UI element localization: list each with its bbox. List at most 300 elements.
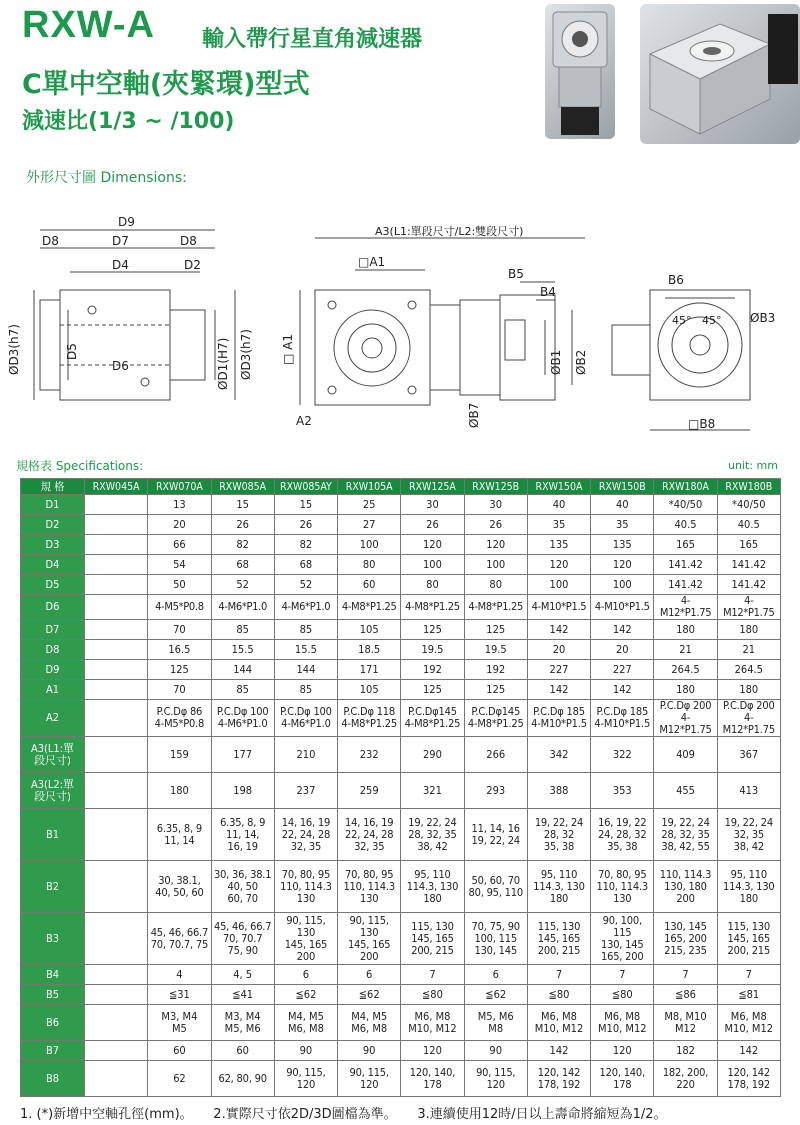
spec-cell: 4-M12*P1.75 (654, 595, 717, 620)
label-angle-2: 45° (702, 314, 722, 327)
spec-row (21, 595, 781, 620)
spec-cell (85, 985, 148, 1005)
spec-cell: 95, 110 114.3, 130 180 (717, 861, 780, 913)
row-label: D2 (21, 515, 85, 535)
spec-cell: P.C.Dφ 100 4-M6*P1.0 (211, 700, 274, 737)
spec-cell: 90, 115, 130 145, 165 200 (274, 913, 337, 965)
spec-cell: 85 (274, 620, 337, 640)
spec-cell: 125 (464, 680, 527, 700)
spec-cell: 18.5 (338, 640, 401, 660)
label-b3: ØB3 (750, 311, 776, 325)
spec-cell: 40 (527, 495, 590, 515)
spec-cell: 13 (148, 495, 211, 515)
product-photo-small (545, 4, 615, 139)
spec-cell: 6.35, 8, 9 11, 14, 16, 19 (211, 809, 274, 861)
spec-cell: 52 (274, 575, 337, 595)
label-b8: □B8 (688, 417, 716, 431)
spec-cell: M3, M4 M5 (148, 1005, 211, 1041)
spec-cell: 15 (211, 495, 274, 515)
spec-cell: 19.5 (401, 640, 464, 660)
spec-cell: 27 (338, 515, 401, 535)
spec-cell: 19, 22, 24 28, 32, 35 38, 42 (401, 809, 464, 861)
spec-cell: 40.5 (654, 515, 717, 535)
spec-cell: 19, 22, 24 28, 32 35, 38 (527, 809, 590, 861)
label-b6: B6 (668, 273, 684, 287)
spec-cell: 7 (717, 965, 780, 985)
spec-cell: P.C.Dφ 200 4-M12*P1.75 (654, 700, 717, 737)
spec-cell: 70 (148, 680, 211, 700)
spec-cell: 35 (527, 515, 590, 535)
spec-row (21, 965, 781, 985)
row-label: B5 (21, 985, 85, 1005)
spec-cell: 90, 100, 115 130, 145 165, 200 (591, 913, 654, 965)
spec-cell: 6 (274, 965, 337, 985)
label-d4: D4 (112, 258, 129, 272)
spec-row (21, 1061, 781, 1097)
spec-cell: 100 (338, 535, 401, 555)
spec-cell: 20 (527, 640, 590, 660)
col-header: RXW125B (464, 479, 527, 495)
label-a1-top: □A1 (358, 255, 386, 269)
spec-cell: 15 (274, 495, 337, 515)
row-label: D6 (21, 595, 85, 620)
spec-cell: 20 (148, 515, 211, 535)
spec-row (21, 1041, 781, 1061)
spec-cell: 21 (654, 640, 717, 660)
col-header: RXW045A (85, 479, 148, 495)
header (22, 4, 542, 144)
spec-row (21, 1005, 781, 1041)
product-title: 輸入帶行星直角減速器 (202, 27, 423, 52)
spec-cell: 4-M12*P1.75 (717, 595, 780, 620)
spec-cell (85, 700, 148, 737)
spec-cell: 90 (274, 1041, 337, 1061)
label-b5: B5 (508, 267, 524, 281)
spec-cell: 142 (717, 1041, 780, 1061)
spec-cell: 90, 115, 120 (338, 1061, 401, 1097)
spec-cell: 266 (464, 737, 527, 773)
spec-cell: M4, M5 M6, M8 (274, 1005, 337, 1041)
spec-cell: ≦31 (148, 985, 211, 1005)
spec-cell: 26 (274, 515, 337, 535)
label-a2: A2 (296, 414, 312, 428)
spec-cell: 100 (527, 575, 590, 595)
row-label: D5 (21, 575, 85, 595)
spec-row (21, 515, 781, 535)
spec-cell: 125 (148, 660, 211, 680)
spec-cell: 4-M8*P1.25 (464, 595, 527, 620)
spec-cell (85, 575, 148, 595)
row-label: B2 (21, 861, 85, 913)
spec-cell: 15.5 (211, 640, 274, 660)
spec-cell: 60 (211, 1041, 274, 1061)
row-label: B7 (21, 1041, 85, 1061)
spec-cell: 125 (401, 620, 464, 640)
spec-cell: 54 (148, 555, 211, 575)
model-name: RXW-A (22, 4, 155, 46)
spec-cell: 141.42 (654, 575, 717, 595)
col-header: RXW070A (148, 479, 211, 495)
spec-cell: 321 (401, 773, 464, 809)
spec-cell: 293 (464, 773, 527, 809)
spec-cell: 105 (338, 620, 401, 640)
row-label: D8 (21, 640, 85, 660)
row-label: D9 (21, 660, 85, 680)
spec-cell: 25 (338, 495, 401, 515)
spec-cell: ≦81 (717, 985, 780, 1005)
spec-cell: 40 (591, 495, 654, 515)
spec-cell: M6, M8 M10, M12 (401, 1005, 464, 1041)
spec-cell: *40/50 (717, 495, 780, 515)
spec-cell: M6, M8 M10, M12 (717, 1005, 780, 1041)
spec-cell: 60 (338, 575, 401, 595)
col-header: RXW105A (338, 479, 401, 495)
spec-cell: 110, 114.3 130, 180 200 (654, 861, 717, 913)
spec-cell: 198 (211, 773, 274, 809)
dimensions-title: 外形尺寸圖 Dimensions: (26, 170, 187, 186)
product-photo-large (640, 4, 800, 144)
spec-cell (85, 1061, 148, 1097)
spec-cell: 180 (654, 620, 717, 640)
spec-cell (85, 660, 148, 680)
spec-row (21, 773, 781, 809)
spec-cell: P.C.Dφ 100 4-M6*P1.0 (274, 700, 337, 737)
spec-cell: 135 (527, 535, 590, 555)
spec-cell: 227 (591, 660, 654, 680)
spec-cell: P.C.Dφ 185 4-M10*P1.5 (527, 700, 590, 737)
spec-cell: P.C.Dφ145 4-M8*P1.25 (401, 700, 464, 737)
spec-row (21, 985, 781, 1005)
spec-cell: 85 (211, 680, 274, 700)
spec-cell: ≦80 (591, 985, 654, 1005)
col-header: RXW180B (717, 479, 780, 495)
spec-cell: 20 (591, 640, 654, 660)
spec-cell: 144 (211, 660, 274, 680)
spec-cell: 70 (148, 620, 211, 640)
spec-cell: 367 (717, 737, 780, 773)
spec-cell: 141.42 (654, 555, 717, 575)
spec-cell: 4, 5 (211, 965, 274, 985)
row-label: A2 (21, 700, 85, 737)
spec-cell: 264.5 (717, 660, 780, 680)
spec-cell: 192 (401, 660, 464, 680)
spec-cell: M6, M8 M10, M12 (591, 1005, 654, 1041)
gearbox-3d-image (640, 4, 800, 144)
spec-cell: 165 (654, 535, 717, 555)
spec-cell: 141.42 (717, 575, 780, 595)
spec-cell: M8, M10 M12 (654, 1005, 717, 1041)
ratio-title: 減速比(1/3 ~ /100) (22, 109, 235, 134)
spec-cell: 16.5 (148, 640, 211, 660)
spec-cell: 388 (527, 773, 590, 809)
spec-cell: 180 (717, 680, 780, 700)
row-label: A1 (21, 680, 85, 700)
spec-cell (85, 640, 148, 660)
spec-cell: 120 (401, 1041, 464, 1061)
spec-cell: P.C.Dφ 200 4-M12*P1.75 (717, 700, 780, 737)
spec-cell: 90, 115, 130 145, 165 200 (338, 913, 401, 965)
spec-cell: 120 (591, 555, 654, 575)
spec-cell: 192 (464, 660, 527, 680)
col-header: RXW150A (527, 479, 590, 495)
row-label: B3 (21, 913, 85, 965)
spec-cell: 4-M6*P1.0 (274, 595, 337, 620)
spec-cell: 19, 22, 24 28, 32, 35 38, 42, 55 (654, 809, 717, 861)
spec-cell: 19, 22, 24 32, 35 38, 42 (717, 809, 780, 861)
spec-cell (85, 913, 148, 965)
row-label: D1 (21, 495, 85, 515)
label-angle-1: 45° (672, 314, 692, 327)
spec-cell: 45, 46, 66.7 70, 70.7 75, 90 (211, 913, 274, 965)
row-label: A3(L1:單 段尺寸) (21, 737, 85, 773)
spec-cell: 95, 110 114.3, 130 180 (401, 861, 464, 913)
spec-cell: 80 (401, 575, 464, 595)
label-d7: D7 (112, 234, 129, 248)
spec-cell: 60 (148, 1041, 211, 1061)
spec-row (21, 700, 781, 737)
spec-cell: 290 (401, 737, 464, 773)
spec-row (21, 680, 781, 700)
spec-cell (85, 515, 148, 535)
spec-cell: 95, 110 114.3, 130 180 (527, 861, 590, 913)
spec-cell: 342 (527, 737, 590, 773)
spec-cell: ≦62 (464, 985, 527, 1005)
spec-cell: P.C.Dφ145 4-M8*P1.25 (464, 700, 527, 737)
spec-row (21, 861, 781, 913)
col-header: RXW180A (654, 479, 717, 495)
spec-cell: 45, 46, 66.7 70, 70.7, 75 (148, 913, 211, 965)
spec-cell: ≦80 (527, 985, 590, 1005)
unit-label: unit: mm (728, 459, 778, 472)
spec-cell: 115, 130 145, 165 200, 215 (401, 913, 464, 965)
spec-cell: 6 (464, 965, 527, 985)
spec-row (21, 809, 781, 861)
label-d2: D2 (184, 258, 201, 272)
spec-cell: 68 (274, 555, 337, 575)
spec-cell: 120 (464, 535, 527, 555)
spec-cell: 30, 36, 38.1 40, 50 60, 70 (211, 861, 274, 913)
spec-cell: 159 (148, 737, 211, 773)
spec-cell (85, 809, 148, 861)
spec-cell: 90, 115, 120 (464, 1061, 527, 1097)
spec-cell: 455 (654, 773, 717, 809)
spec-cell: 125 (401, 680, 464, 700)
spec-cell: 15.5 (274, 640, 337, 660)
spec-cell: *40/50 (654, 495, 717, 515)
spec-cell: 105 (338, 680, 401, 700)
spec-cell: 50 (148, 575, 211, 595)
spec-cell: 35 (591, 515, 654, 535)
row-label: B4 (21, 965, 85, 985)
label-d8-left: D8 (42, 234, 59, 248)
label-d3h7-left: ØD3(h7) (7, 324, 21, 375)
spec-cell: 125 (464, 620, 527, 640)
spec-cell (85, 737, 148, 773)
spec-cell: 16, 19, 22 24, 28, 32 35, 38 (591, 809, 654, 861)
spec-cell: 142 (527, 680, 590, 700)
spec-cell: 4-M8*P1.25 (401, 595, 464, 620)
spec-row (21, 620, 781, 640)
label-a3: A3(L1:單段尺寸/L2:雙段尺寸) (375, 225, 524, 238)
spec-cell: 7 (654, 965, 717, 985)
spec-cell: 30, 38.1, 40, 50, 60 (148, 861, 211, 913)
spec-cell: 232 (338, 737, 401, 773)
row-label: A3(L2:單 段尺寸) (21, 773, 85, 809)
spec-cell: 171 (338, 660, 401, 680)
spec-cell: 142 (527, 1041, 590, 1061)
spec-cell: 210 (274, 737, 337, 773)
spec-cell: 70, 80, 95 110, 114.3 130 (591, 861, 654, 913)
spec-cell: 120 (401, 535, 464, 555)
spec-cell (85, 773, 148, 809)
spec-cell: M6, M8 M10, M12 (527, 1005, 590, 1041)
spec-cell: 353 (591, 773, 654, 809)
spec-cell: 52 (211, 575, 274, 595)
spec-cell: 237 (274, 773, 337, 809)
spec-cell: 40.5 (717, 515, 780, 535)
spec-cell: ≦41 (211, 985, 274, 1005)
spec-cell: P.C.Dφ 86 4-M5*P0.8 (148, 700, 211, 737)
row-label: B8 (21, 1061, 85, 1097)
spec-cell: 85 (274, 680, 337, 700)
spec-cell: 6.35, 8, 9 11, 14 (148, 809, 211, 861)
spec-cell: 14, 16, 19 22, 24, 28 32, 35 (338, 809, 401, 861)
spec-cell: 19.5 (464, 640, 527, 660)
spec-cell: 4-M8*P1.25 (338, 595, 401, 620)
spec-row (21, 737, 781, 773)
spec-cell: 26 (464, 515, 527, 535)
spec-cell: 120, 140, 178 (401, 1061, 464, 1097)
label-b4: B4 (540, 285, 556, 299)
spec-cell: P.C.Dφ 118 4-M8*P1.25 (338, 700, 401, 737)
spec-cell: 142 (591, 620, 654, 640)
spec-cell: 142 (591, 680, 654, 700)
label-d9: D9 (118, 215, 135, 229)
spec-cell: 182, 200, 220 (654, 1061, 717, 1097)
spec-cell (85, 861, 148, 913)
spec-row (21, 495, 781, 515)
spec-cell: 100 (401, 555, 464, 575)
product-subtitle: C單中空軸(夾緊環)型式 (22, 69, 310, 100)
label-d5: D5 (65, 343, 79, 360)
spec-cell: 6 (338, 965, 401, 985)
spec-cell: 7 (591, 965, 654, 985)
spec-cell: 120 (527, 555, 590, 575)
spec-cell: 264.5 (654, 660, 717, 680)
spec-cell: 82 (274, 535, 337, 555)
spec-cell: 80 (338, 555, 401, 575)
spec-cell: ≦62 (274, 985, 337, 1005)
spec-cell: 165 (717, 535, 780, 555)
spec-cell: 30 (401, 495, 464, 515)
spec-cell: 120, 142 178, 192 (717, 1061, 780, 1097)
label-d3h7-right: ØD3(h7) (239, 329, 253, 380)
spec-row (21, 575, 781, 595)
col-header: RXW085AY (274, 479, 337, 495)
spec-cell (85, 555, 148, 575)
spec-cell: M5, M6 M8 (464, 1005, 527, 1041)
spec-cell: 30 (464, 495, 527, 515)
label-b1: ØB1 (549, 349, 563, 375)
spec-row (21, 660, 781, 680)
spec-cell: 68 (211, 555, 274, 575)
row-label: B6 (21, 1005, 85, 1041)
label-b7: ØB7 (467, 402, 481, 428)
spec-cell: 85 (211, 620, 274, 640)
spec-cell: 180 (148, 773, 211, 809)
spec-cell (85, 1005, 148, 1041)
spec-cell: 130, 145 165, 200 215, 235 (654, 913, 717, 965)
label-a1-side: □ A1 (281, 334, 295, 365)
gearbox-image (545, 4, 615, 139)
spec-cell: 322 (591, 737, 654, 773)
spec-cell: M4, M5 M6, M8 (338, 1005, 401, 1041)
spec-cell: 100 (464, 555, 527, 575)
row-label: D4 (21, 555, 85, 575)
col-header: RXW150B (591, 479, 654, 495)
footnotes: 1. (*)新增中空軸孔徑(mm)。 2.實際尺寸依2D/3D圖檔為準。 3.連續使用12時/日以上壽命將縮短為1/2。 (20, 1107, 667, 1122)
spec-cell: 180 (654, 680, 717, 700)
spec-cell: 141.42 (717, 555, 780, 575)
spec-cell: 4-M10*P1.5 (527, 595, 590, 620)
spec-cell: 135 (591, 535, 654, 555)
col-header: RXW125A (401, 479, 464, 495)
spec-cell: 100 (591, 575, 654, 595)
spec-cell: 144 (274, 660, 337, 680)
spec-title: 規格表 Specifications: (16, 459, 144, 473)
row-label: D7 (21, 620, 85, 640)
spec-cell: 70, 75, 90 100, 115 130, 145 (464, 913, 527, 965)
spec-cell: ≦62 (338, 985, 401, 1005)
spec-cell (85, 595, 148, 620)
row-label: D3 (21, 535, 85, 555)
spec-cell: 70, 80, 95 110, 114.3 130 (338, 861, 401, 913)
spec-cell: 142 (527, 620, 590, 640)
spec-cell: 62 (148, 1061, 211, 1097)
spec-cell: 120 (591, 1041, 654, 1061)
spec-cell: 120, 142 178, 192 (527, 1061, 590, 1097)
label-d6: D6 (112, 359, 129, 373)
spec-cell (85, 495, 148, 515)
spec-cell: ≦80 (401, 985, 464, 1005)
spec-cell: 4-M10*P1.5 (591, 595, 654, 620)
spec-cell (85, 680, 148, 700)
row-label: B1 (21, 809, 85, 861)
spec-row (21, 913, 781, 965)
spec-cell: ≦86 (654, 985, 717, 1005)
spec-cell: 82 (211, 535, 274, 555)
spec-row (21, 640, 781, 660)
spec-cell: 120, 140, 178 (591, 1061, 654, 1097)
spec-cell: 4 (148, 965, 211, 985)
spec-row (21, 535, 781, 555)
spec-cell: 4-M5*P0.8 (148, 595, 211, 620)
spec-cell: 26 (401, 515, 464, 535)
spec-cell: 259 (338, 773, 401, 809)
label-b2: ØB2 (574, 349, 588, 375)
spec-cell: 62, 80, 90 (211, 1061, 274, 1097)
spec-cell: 21 (717, 640, 780, 660)
spec-cell: 115, 130 145, 165 200, 215 (527, 913, 590, 965)
spec-cell: 4-M6*P1.0 (211, 595, 274, 620)
label-d1h7: ØD1(H7) (216, 337, 230, 390)
spec-cell (85, 1041, 148, 1061)
spec-cell: 409 (654, 737, 717, 773)
spec-cell: 177 (211, 737, 274, 773)
spec-cell: 90 (338, 1041, 401, 1061)
col-header: RXW085A (211, 479, 274, 495)
spec-cell: 7 (527, 965, 590, 985)
